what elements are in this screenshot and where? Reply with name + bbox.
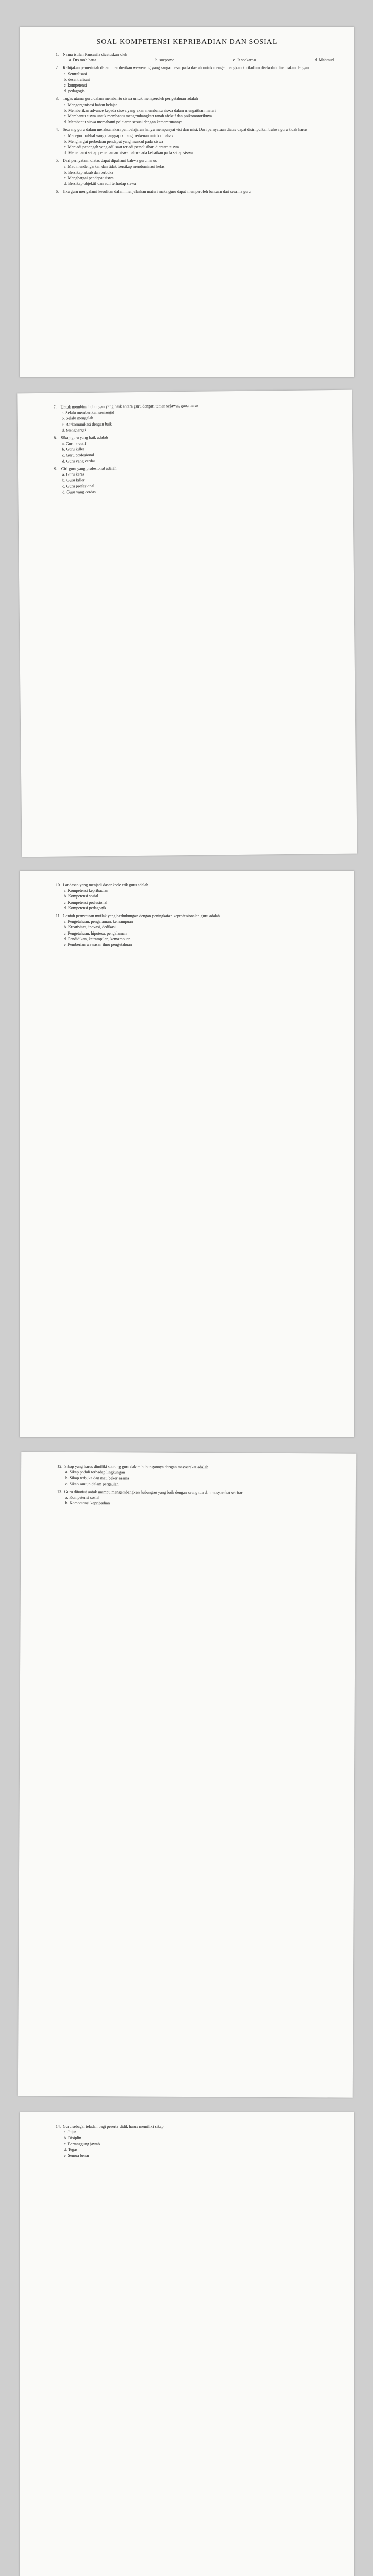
question-number: 6. bbox=[56, 189, 59, 194]
answer-options bbox=[56, 164, 334, 187]
answer-option[interactable]: c. Kompetensi profesional bbox=[64, 900, 108, 905]
question-stem bbox=[56, 65, 334, 71]
answer-option[interactable]: a. Jujur bbox=[64, 2130, 76, 2135]
question-item bbox=[54, 432, 332, 464]
answer-options bbox=[56, 133, 334, 156]
document-page-2 bbox=[17, 390, 357, 857]
answer-option[interactable]: c. Pengetahuan, hipotesa, pengalaman bbox=[64, 930, 127, 936]
question-text: Landasan yang menjadi dasar kode etik guru adalah bbox=[63, 883, 148, 887]
answer-options bbox=[57, 1495, 335, 1507]
question-stem bbox=[56, 2124, 334, 2129]
answer-option[interactable]: b. Memberikan advance kepada siswa yang akan membantu siswa dalam mengaitkan materi bbox=[64, 108, 216, 113]
answer-option[interactable]: d. Guru yang cerdas bbox=[62, 458, 96, 464]
question-number: 4. bbox=[56, 127, 59, 132]
question-item bbox=[54, 463, 333, 495]
answer-option[interactable]: a. Kompetensi sosial bbox=[65, 1495, 100, 1500]
question-text: Seorang guru dalam melaksanakan pembelajaran hanya mempunyai visi dan misi. Dari pernyataan diatas dapat disimpulkan bahwa guru tidak harus bbox=[63, 127, 308, 132]
answer-option[interactable]: c. Menghargai pendapat siswa bbox=[64, 176, 114, 181]
question-number: 10. bbox=[56, 883, 61, 887]
answer-option[interactable]: b. desentralisasi bbox=[64, 77, 91, 82]
answer-option[interactable]: b. Menghargai perbedaan pendapat yang muncul pada siswa bbox=[64, 139, 163, 144]
question-item bbox=[57, 1464, 335, 1488]
question-stem bbox=[56, 52, 334, 57]
question-text: Dari pernyataan diatas dapat dipahami bahwa guru harus bbox=[63, 158, 157, 163]
document-page-3 bbox=[20, 871, 354, 1437]
answer-option[interactable]: a. Kompetensi kepribadian bbox=[64, 888, 108, 893]
question-number: 11. bbox=[56, 913, 61, 919]
answer-option[interactable]: e. Semua benar bbox=[64, 2153, 90, 2158]
answer-option[interactable]: b. Guru killer bbox=[62, 447, 84, 452]
answer-option[interactable]: c. Guru profesional bbox=[62, 483, 95, 489]
answer-options bbox=[56, 2129, 334, 2158]
question-list-page-5 bbox=[20, 2112, 354, 2158]
answer-option[interactable]: c. Bertanggung jawab bbox=[64, 2141, 100, 2146]
answer-option[interactable]: d. Pendidikan, ketrampilan, kemampuan bbox=[64, 936, 131, 941]
question-list-page-4 bbox=[21, 1452, 357, 1507]
answer-option[interactable]: b. Sikap terbuka dan mau bekerjasama bbox=[65, 1476, 129, 1481]
question-item bbox=[57, 1488, 335, 1507]
answer-option[interactable]: d. pedagogis bbox=[64, 89, 85, 94]
answer-options bbox=[57, 1469, 335, 1488]
answer-option[interactable]: a. Pengetahuan, pengalaman, kemampuan bbox=[64, 919, 133, 924]
question-number: 7. bbox=[53, 404, 57, 410]
question-text: Untuk membina hubungan yang baik antara guru dengan teman sejawat, guru harus bbox=[60, 403, 199, 410]
answer-option[interactable]: d. Memahami setiap pemahaman siswa bahwa ada kebaikan pada setiap siswa bbox=[64, 150, 193, 156]
answer-options bbox=[54, 469, 332, 495]
question-stem bbox=[56, 96, 334, 101]
question-number: 13. bbox=[57, 1489, 62, 1494]
question-item bbox=[56, 2124, 334, 2158]
answer-option[interactable]: e. Pemberian wawasan ilmu pengetahuan bbox=[64, 942, 132, 947]
answer-option[interactable]: c. kompetensi bbox=[64, 83, 87, 88]
answer-option[interactable]: d. Tegas bbox=[64, 2147, 78, 2152]
question-text: Jika guru mengalami kesulitan dalam menjelaskan materi maka guru dapat memperoleh bantuan dari sesama guru bbox=[63, 189, 251, 194]
answer-option[interactable]: b. Kompetensi sosial bbox=[64, 894, 98, 899]
question-number: 3. bbox=[56, 96, 59, 101]
answer-option[interactable]: b. Guru killer bbox=[62, 478, 85, 483]
question-number: 12. bbox=[57, 1464, 63, 1469]
question-text: Guru sebagai teladan bagi peserta didik harus memiliki sikap bbox=[63, 2124, 164, 2129]
answer-option[interactable]: a. Drs moh hatta bbox=[69, 58, 96, 63]
question-stem bbox=[56, 158, 334, 163]
answer-option[interactable]: a. Mau mendengarkan dan tidak bersikap mendominasi kelas bbox=[64, 164, 165, 169]
question-number: 8. bbox=[54, 435, 57, 440]
document-title: SOAL KOMPETENSI KEPRIBADIAN DAN SOSIAL bbox=[96, 38, 278, 46]
answer-option[interactable]: b. Kompetensi kepribadian bbox=[65, 1500, 110, 1506]
answer-option[interactable]: a. Sentralisasi bbox=[64, 71, 87, 76]
question-item bbox=[56, 65, 334, 94]
answer-option[interactable]: d. Guru yang cerdas bbox=[62, 489, 96, 495]
document-page-4 bbox=[18, 1452, 357, 2097]
question-text: Ciri guru yang profesional adalah bbox=[61, 466, 117, 471]
question-stem bbox=[56, 189, 334, 194]
question-item bbox=[54, 401, 332, 433]
answer-option[interactable]: a. Menegur hal-hal yang dianggap kurang berkenan untuk dibahas bbox=[64, 133, 173, 138]
question-stem bbox=[56, 127, 334, 132]
answer-option[interactable]: b. Kreativitas, inovasi, dedikasi bbox=[64, 925, 116, 930]
question-text: Tugas utama guru dalam membantu siswa untuk memperoleh pengetahuan adalah bbox=[63, 96, 198, 101]
answer-option[interactable]: b. Selalu mengalah bbox=[61, 416, 93, 421]
question-item bbox=[56, 189, 334, 194]
question-item bbox=[56, 96, 334, 125]
question-number: 14. bbox=[56, 2124, 61, 2129]
question-text: Contoh pernyataan mutlak yang berhubungan dengan peningkatan keprofesionalan guru adalah bbox=[63, 913, 221, 919]
document-page-5 bbox=[20, 2112, 354, 2576]
answer-options bbox=[54, 407, 332, 433]
answer-option[interactable]: a. Mengorganisasi bahan belajar bbox=[64, 102, 117, 107]
answer-option[interactable]: c. Berkomunikasi dengan baik bbox=[61, 421, 112, 427]
answer-option[interactable]: d. Menghargai bbox=[62, 427, 86, 433]
answer-options bbox=[54, 438, 332, 464]
question-text: Kebijakan pemerintah dalam memberikan wewenang yang sangat besar pada daerah untuk mengembangkan kurikulum disekolah dinamakan dengan bbox=[63, 65, 309, 71]
answer-option[interactable]: c. Sikap santun dalam pergaulan bbox=[65, 1481, 119, 1486]
document-page-1 bbox=[20, 27, 354, 377]
question-stem bbox=[56, 913, 334, 919]
answer-option[interactable]: c. Membantu siswa untuk membantu mengembangkan ranah afektif dan psikomotoriknya bbox=[64, 114, 212, 119]
question-list-page-2 bbox=[17, 390, 353, 496]
answer-option[interactable]: a. Guru kreatif bbox=[62, 441, 87, 446]
answer-options bbox=[56, 102, 334, 125]
answer-option[interactable]: d. Kompetensi pedagogik bbox=[64, 905, 106, 910]
answer-options bbox=[56, 71, 334, 94]
answer-option[interactable]: b. Disiplin bbox=[64, 2136, 81, 2141]
answer-options bbox=[56, 888, 334, 911]
question-list-page-3 bbox=[20, 871, 354, 947]
question-item bbox=[56, 158, 334, 187]
answer-option[interactable]: a. Guru keras bbox=[62, 472, 84, 477]
question-item bbox=[56, 127, 334, 156]
question-item bbox=[56, 913, 334, 947]
question-text: Sikap guru yang baik adalah bbox=[61, 435, 108, 440]
answer-options bbox=[56, 57, 334, 63]
answer-option[interactable]: c. Menjadi penengah yang adil saat terjadi perselisihan diantara siswa bbox=[64, 145, 179, 150]
question-list-page-1 bbox=[20, 52, 354, 195]
question-number: 1. bbox=[56, 52, 59, 57]
answer-option[interactable]: a. Sikap peduli terhadap lingkungan bbox=[65, 1469, 125, 1475]
question-number: 5. bbox=[56, 158, 59, 163]
answer-option[interactable]: c. Guru profesional bbox=[62, 452, 94, 458]
answer-option[interactable]: b. Bersikap akrab dan terbuka bbox=[64, 170, 113, 175]
question-text: Sikap yang harus dimiliki seorang guru dalam hubungannya dengan masyarakat adalah bbox=[64, 1464, 209, 1470]
question-number: 2. bbox=[56, 65, 59, 71]
answer-options bbox=[56, 919, 334, 947]
question-item bbox=[56, 882, 334, 911]
question-item bbox=[56, 52, 334, 63]
answer-option[interactable]: b. soepomo bbox=[155, 58, 175, 63]
answer-option[interactable]: d. Mahmud bbox=[315, 58, 334, 63]
answer-option[interactable]: c. Ir soekarno bbox=[233, 58, 256, 63]
question-text: Guru dituntut untuk mampu mengembangkan hubungan yang baik dengan orang tua dan masyarakat sekitar bbox=[64, 1489, 243, 1495]
question-number: 9. bbox=[54, 466, 57, 471]
question-stem bbox=[56, 882, 334, 888]
answer-option[interactable]: d. Bersikap objektif dan adil terhadap siswa bbox=[64, 181, 137, 187]
answer-option[interactable]: a. Selalu memberikan semangat bbox=[61, 410, 114, 415]
question-text: Nama istilah Pancasila dicetuskan oleh bbox=[63, 52, 127, 57]
answer-option[interactable]: d. Membantu siswa memahami pelajaran sesuai dengan kemampuannya bbox=[64, 120, 183, 125]
